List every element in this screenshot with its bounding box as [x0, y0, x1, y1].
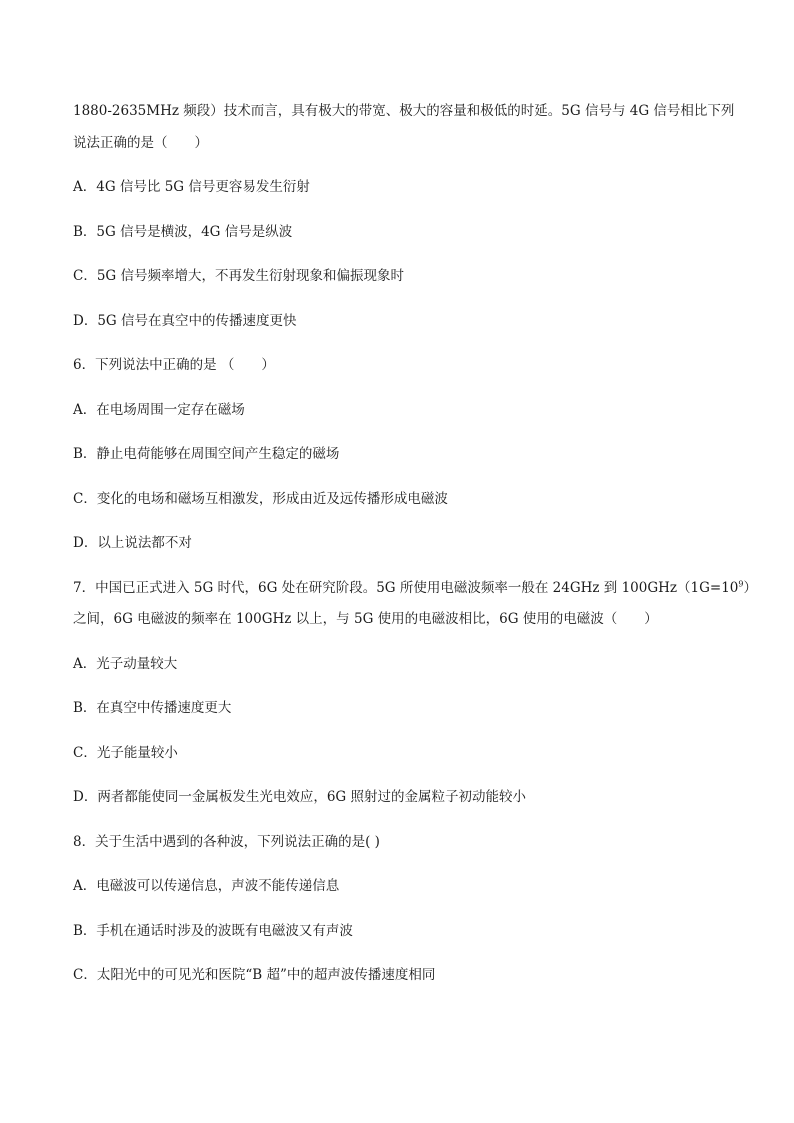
- q8-option-b: B．手机在通话时涉及的波既有电磁波又有声波: [73, 923, 353, 939]
- q7-option-b: B．在真空中传播速度更大: [73, 700, 232, 716]
- q8-stem: 8．关于生活中遇到的各种波，下列说法正确的是( ): [73, 834, 380, 850]
- q7-option-c: C．光子能量较小: [73, 745, 178, 761]
- q5-stem-line-1: 1880-2635MHz 频段）技术而言，具有极大的带宽、极大的容量和极低的时延。5G 信号与 4G 信号相比下列: [73, 103, 735, 119]
- q6-option-d: D．以上说法都不对: [73, 535, 192, 551]
- q7-stem-line-2: 之间，6G 电磁波的频率在 100GHz 以上，与 5G 使用的电磁波相比，6G 使用的电磁波（ ）: [73, 611, 658, 627]
- q5-option-b: B．5G 信号是横波，4G 信号是纵波: [73, 224, 293, 240]
- q6-option-b: B．静止电荷能够在周围空间产生稳定的磁场: [73, 446, 340, 462]
- q8-option-a: A．电磁波可以传递信息，声波不能传递信息: [73, 878, 340, 894]
- q7-exponent: 9: [738, 579, 744, 589]
- q6-stem: 6．下列说法中正确的是 （ ）: [73, 357, 275, 373]
- q7-option-a: A．光子动量较大: [73, 656, 178, 672]
- q7-stem-line-1: [73, 578, 757, 598]
- q6-option-c: C．变化的电场和磁场互相激发，形成由近及远传播形成电磁波: [73, 491, 448, 507]
- q7-stem-line-1-close: ）: [743, 580, 757, 596]
- q8-option-c: C．太阳光中的可见光和医院“B 超”中的超声波传播速度相同: [73, 967, 436, 983]
- q7-option-d: D．两者都能使同一金属板发生光电效应，6G 照射过的金属粒子初动能较小: [73, 789, 526, 805]
- q5-option-a: A．4G 信号比 5G 信号更容易发生衍射: [73, 179, 310, 195]
- q5-option-d: D．5G 信号在真空中的传播速度更快: [73, 313, 297, 329]
- q6-option-a: A．在电场周围一定存在磁场: [73, 402, 245, 418]
- q5-stem-line-2: 说法正确的是（ ）: [73, 135, 208, 151]
- q5-option-c: C．5G 信号频率增大，不再发生衍射现象和偏振现象时: [73, 268, 404, 284]
- q7-stem-line-1-text: 7．中国已正式进入 5G 时代，6G 处在研究阶段。5G 所使用电磁波频率一般在 24GHz 到 100GHz（1G=10: [73, 580, 739, 596]
